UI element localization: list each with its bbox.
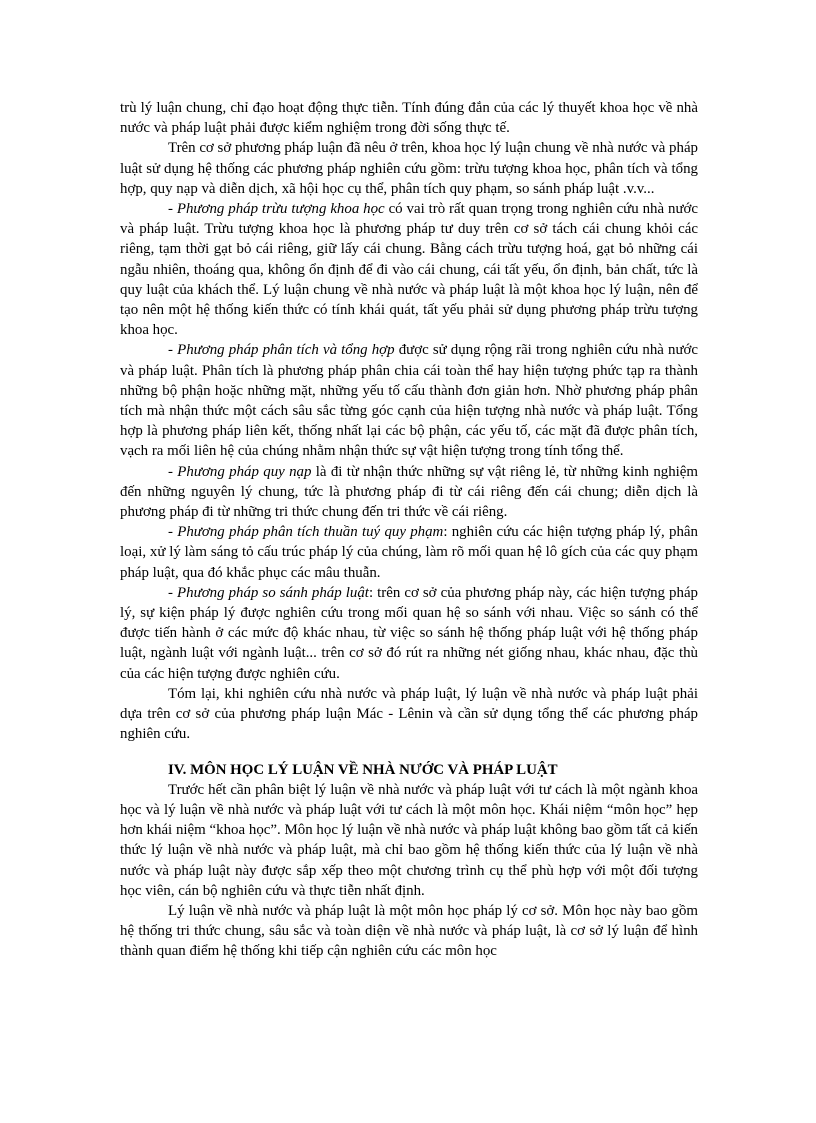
method-name: Phương pháp quy nạp — [177, 463, 312, 480]
paragraph-comparative-method — [120, 583, 698, 684]
paragraph-text: : trên cơ sở của phương pháp này, các hiện tượng pháp lý, sự kiện pháp lý được nghiên cứu trong mối quan hệ so sánh với nhau. Việc so sánh có thể được tiến hành ở các mức độ khác nhau, từ việc so sánh hệ thống pháp luật với hệ thống pháp luật, ngành luật với ngành luật... trên cơ sở đó rút ra những nét giống nhau, khác nhau, đặc thù của các hiện tượng được nghiên cứu. — [120, 584, 698, 682]
dash: - — [168, 342, 178, 359]
paragraph-2 — [120, 138, 698, 199]
paragraph-1 — [120, 98, 698, 138]
method-name: Phương pháp phân tích và tổng hợp — [177, 342, 395, 359]
method-name: Phương pháp so sánh pháp luật — [177, 584, 369, 601]
paragraph-norm-analysis-method — [120, 522, 698, 583]
paragraph-text: trù lý luận chung, chỉ đạo hoạt động thực tiễn. Tính đúng đắn của các lý thuyết khoa học về nhà nước và pháp luật phải được kiểm nghiệm trong đời sống thực tế. — [120, 100, 698, 137]
document-body — [120, 98, 698, 962]
method-name: Phương pháp phân tích thuần tuý quy phạm — [177, 524, 444, 541]
paragraph-text: có vai trò rất quan trọng trong nghiên cứu nhà nước và pháp luật. Trừu tượng khoa học là phương pháp tư duy trên cơ sở tách cái chung khỏi các riêng, tạm thời gạt bỏ cái riêng, giữ lấy cái chung. Bằng cách trừu tượng hoá, gạt bỏ những cái ngẫu nhiên, thoáng qua, không ổn định để đi vào cái chung, cái tất yếu, ổn định, bản chất, tức là quy luật của khách thể. Lý luận chung về nhà nước và pháp luật là một khoa học lý luận, nên để tạo nên một hệ thống kiến thức có tính khái quát, tất yếu phải sử dụng phương pháp trừu tượng khoa học. — [120, 201, 698, 339]
dash: - — [168, 463, 178, 480]
paragraph-analysis-method — [120, 340, 698, 461]
paragraph-text: Trên cơ sở phương pháp luận đã nêu ở trên, khoa học lý luận chung về nhà nước và pháp luật sử dụng hệ thống các phương pháp nghiên cứu gồm: trừu tượng khoa học, phân tích và tổng hợp, quy nạp và diễn dịch, xã hội học cụ thể, phân tích quy phạm, so sánh pháp luật .v.v... — [120, 140, 698, 197]
paragraph-summary — [120, 684, 698, 745]
section-paragraph-1: Trước hết cần phân biệt lý luận về nhà nước và pháp luật với tư cách là một ngành khoa học và lý luận về nhà nước và pháp luật với tư cách là một môn học. Khái niệm “môn học” hẹp hơn khái niệm “khoa học”. Môn học lý luận về nhà nước và pháp luật không bao gồm tất cả kiến thức lý luận về nhà nước và pháp luật, mà chỉ bao gồm hệ thống kiến thức của lý luận về nhà nước và pháp luật này được sắp xếp theo một chương trình cụ thể phù hợp với một đối tượng học viên, cán bộ nghiên cứu và thực tiễn nhất định. — [120, 781, 698, 899]
dash: - — [168, 201, 177, 218]
paragraph-text: được sử dụng rộng rãi trong nghiên cứu nhà nước và pháp luật. Phân tích là phương pháp phân chia cái toàn thể hay hiện tượng phức tạp ra thành những bộ phận hoặc những mặt, những yếu tố cấu thành đơn giản hơn. Nhờ phương pháp phân tích mà nhận thức một cách sâu sắc từng góc cạnh của hiện tượng nhà nước và pháp luật. Tổng hợp là phương pháp liên kết, thống nhất lại các bộ phận, các yếu tố, các mặt đã được phân tích, vạch ra mối liên hệ của chúng nhằm nhận thức sự vật hiện tượng trong tính tổng thể. — [120, 342, 699, 460]
paragraph-text: là đi từ nhận thức những sự vật riêng lẻ, từ những kinh nghiệm đến những nguyên lý chung, tức là phương pháp đi từ cái riêng đến cái chung; diễn dịch là phương pháp đi từ những tri thức chung đến tri thức về cái riêng. — [120, 463, 698, 521]
section-paragraph-2: Lý luận về nhà nước và pháp luật là một môn học pháp lý cơ sở. Môn học này bao gồm hệ thống tri thức chung, sâu sắc và toàn diện về nhà nước và pháp luật, là cơ sở lý luận để hình thành quan điểm hệ thống khi tiếp cận nghiên cứu các môn học — [120, 902, 698, 960]
dash: - — [168, 584, 178, 601]
paragraph-text: Tóm lại, khi nghiên cứu nhà nước và pháp luật, lý luận về nhà nước và pháp luật phải dựa trên cơ sở của phương pháp luận Mác - Lênin và cần sử dụng tổng thể các phương pháp nghiên cứu. — [120, 685, 698, 743]
paragraph-text: : nghiên cứu các hiện tượng pháp lý, phân loại, xử lý làm sáng tỏ cấu trúc pháp lý của chúng, làm rõ mối quan hệ lô gích của các quy phạm pháp luật, qua đó khắc phục các mâu thuẫn. — [120, 524, 698, 581]
paragraph-induction-method — [120, 462, 698, 523]
section-heading: IV. MÔN HỌC LÝ LUẬN VỀ NHÀ NƯỚC VÀ PHÁP LUẬT — [168, 761, 558, 778]
dash: - — [168, 524, 178, 541]
method-name: Phương pháp trừu tượng khoa học — [176, 201, 385, 218]
paragraph-abstraction-method — [120, 199, 698, 340]
